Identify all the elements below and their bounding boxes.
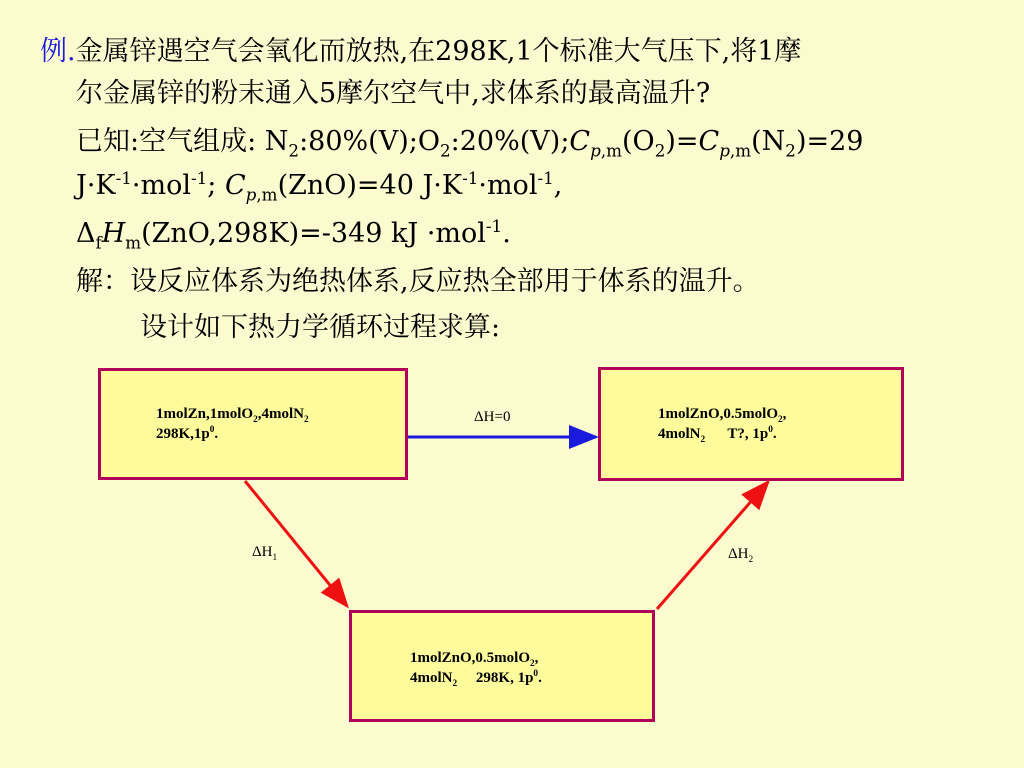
arrow-direct-label: ΔH=0 <box>474 409 511 425</box>
solution-line-1: 解：设反应体系为绝热体系,反应热全部用于体系的温升。 <box>76 266 760 297</box>
arrow-step-1-label: $\Delta H_1$ <box>252 544 278 563</box>
given-line-3: $\Delta_fH_m(ZnO,298K)=-349$ kJ ·mol$^{-1}$. <box>76 216 511 253</box>
state-intermediate-text: 1molZnO,0.5molO$_2$, 4molN$_2$ 298K, $1p^0$. <box>410 650 542 690</box>
example-prefix: 例 <box>40 36 67 67</box>
arrow-step-2-label: $\Delta H_2$ <box>728 546 754 565</box>
problem-text-1: 金属锌遇空气会氧化而放热,在298K,1个标准大气压下,将1摩 <box>75 36 802 67</box>
state-initial-text: 1molZn,1molO$_2$,4molN$_2$ $298K,1p^0$. <box>156 406 309 443</box>
given-label: 已知:空气组成: <box>76 126 257 157</box>
solution-line-2: 设计如下热力学循环过程求算: <box>140 312 501 343</box>
given-line-2: $J\cdot K^{-1}\cdot mol^{-1}$; $C_{p,m}(ZnO)=40$ $J\cdot K^{-1}\cdot mol^{-1}$, <box>76 168 563 205</box>
given-n2: $N_2:80\%(V);O_2:20\%(V);C_{p,m}(O_2)=C_{p,m}(N_2)=29$ <box>264 126 864 161</box>
example-dot: . <box>67 36 76 67</box>
problem-text-2: 尔金属锌的粉末通入5摩尔空气中,求体系的最高温升? <box>76 78 711 109</box>
state-final-text: 1molZnO,0.5molO$_2$, 4molN$_2$ T?, $1p^0$. <box>658 406 787 446</box>
